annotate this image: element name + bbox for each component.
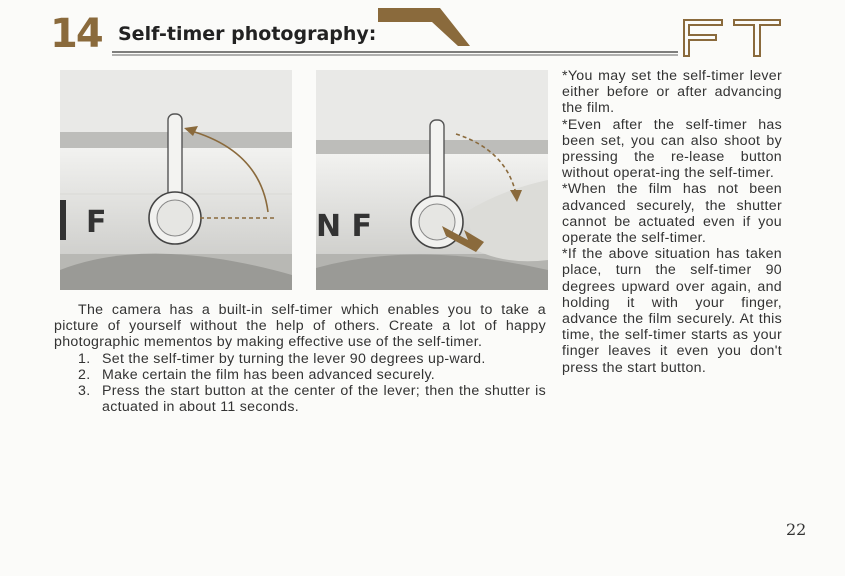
step-text: Make certain the film has been advanced securely. (102, 366, 436, 383)
steps-list (54, 351, 546, 416)
step-item (54, 383, 546, 415)
step-number: 2. (78, 366, 91, 383)
notes-column (562, 68, 782, 376)
chapter-number: 14 (50, 11, 102, 57)
camera-lettering-right: N F (316, 209, 373, 244)
header-accent-shape (378, 8, 470, 46)
step-text: Press the start button at the center of the lever; then the shutter is actuated in about 11 seconds. (102, 383, 546, 416)
photo-self-timer-lever-up (60, 70, 292, 290)
note-item: *You may set the self-timer lever either before or after advancing the film. (562, 68, 782, 117)
camera-lettering-left: F (86, 205, 107, 240)
step-item (54, 351, 546, 367)
note-item: *Even after the self-timer has been set, you can also shoot by pressing the re-lease button without operat-ing the self-timer. (562, 116, 782, 182)
main-text (54, 302, 546, 415)
ft-logo (678, 16, 786, 58)
intro-paragraph: The camera has a built-in self-timer which enables you to take a picture of yourself without the help of others. Create a lot of happy photographic mementos by making effective use of the self-timer. (54, 302, 546, 351)
photo-self-timer-start-button (316, 70, 548, 290)
step-number: 3. (78, 383, 91, 400)
note-item: *If the above situation has taken place, turn the self-timer 90 degrees upward over again, and holding it with your finger, advance the film securely. At this time, the self-timer starts as your finger leaves it even you don't press the start button. (562, 246, 782, 376)
chapter-title: Self-timer photography: (118, 23, 377, 45)
step-item (54, 367, 546, 383)
page-number: 22 (786, 520, 807, 539)
step-number: 1. (78, 350, 91, 367)
note-item: *When the film has not been advanced securely, the shutter cannot be actuated even if you operate the self-timer. (562, 181, 782, 247)
step-text: Set the self-timer by turning the lever 90 degrees up-ward. (102, 350, 486, 367)
